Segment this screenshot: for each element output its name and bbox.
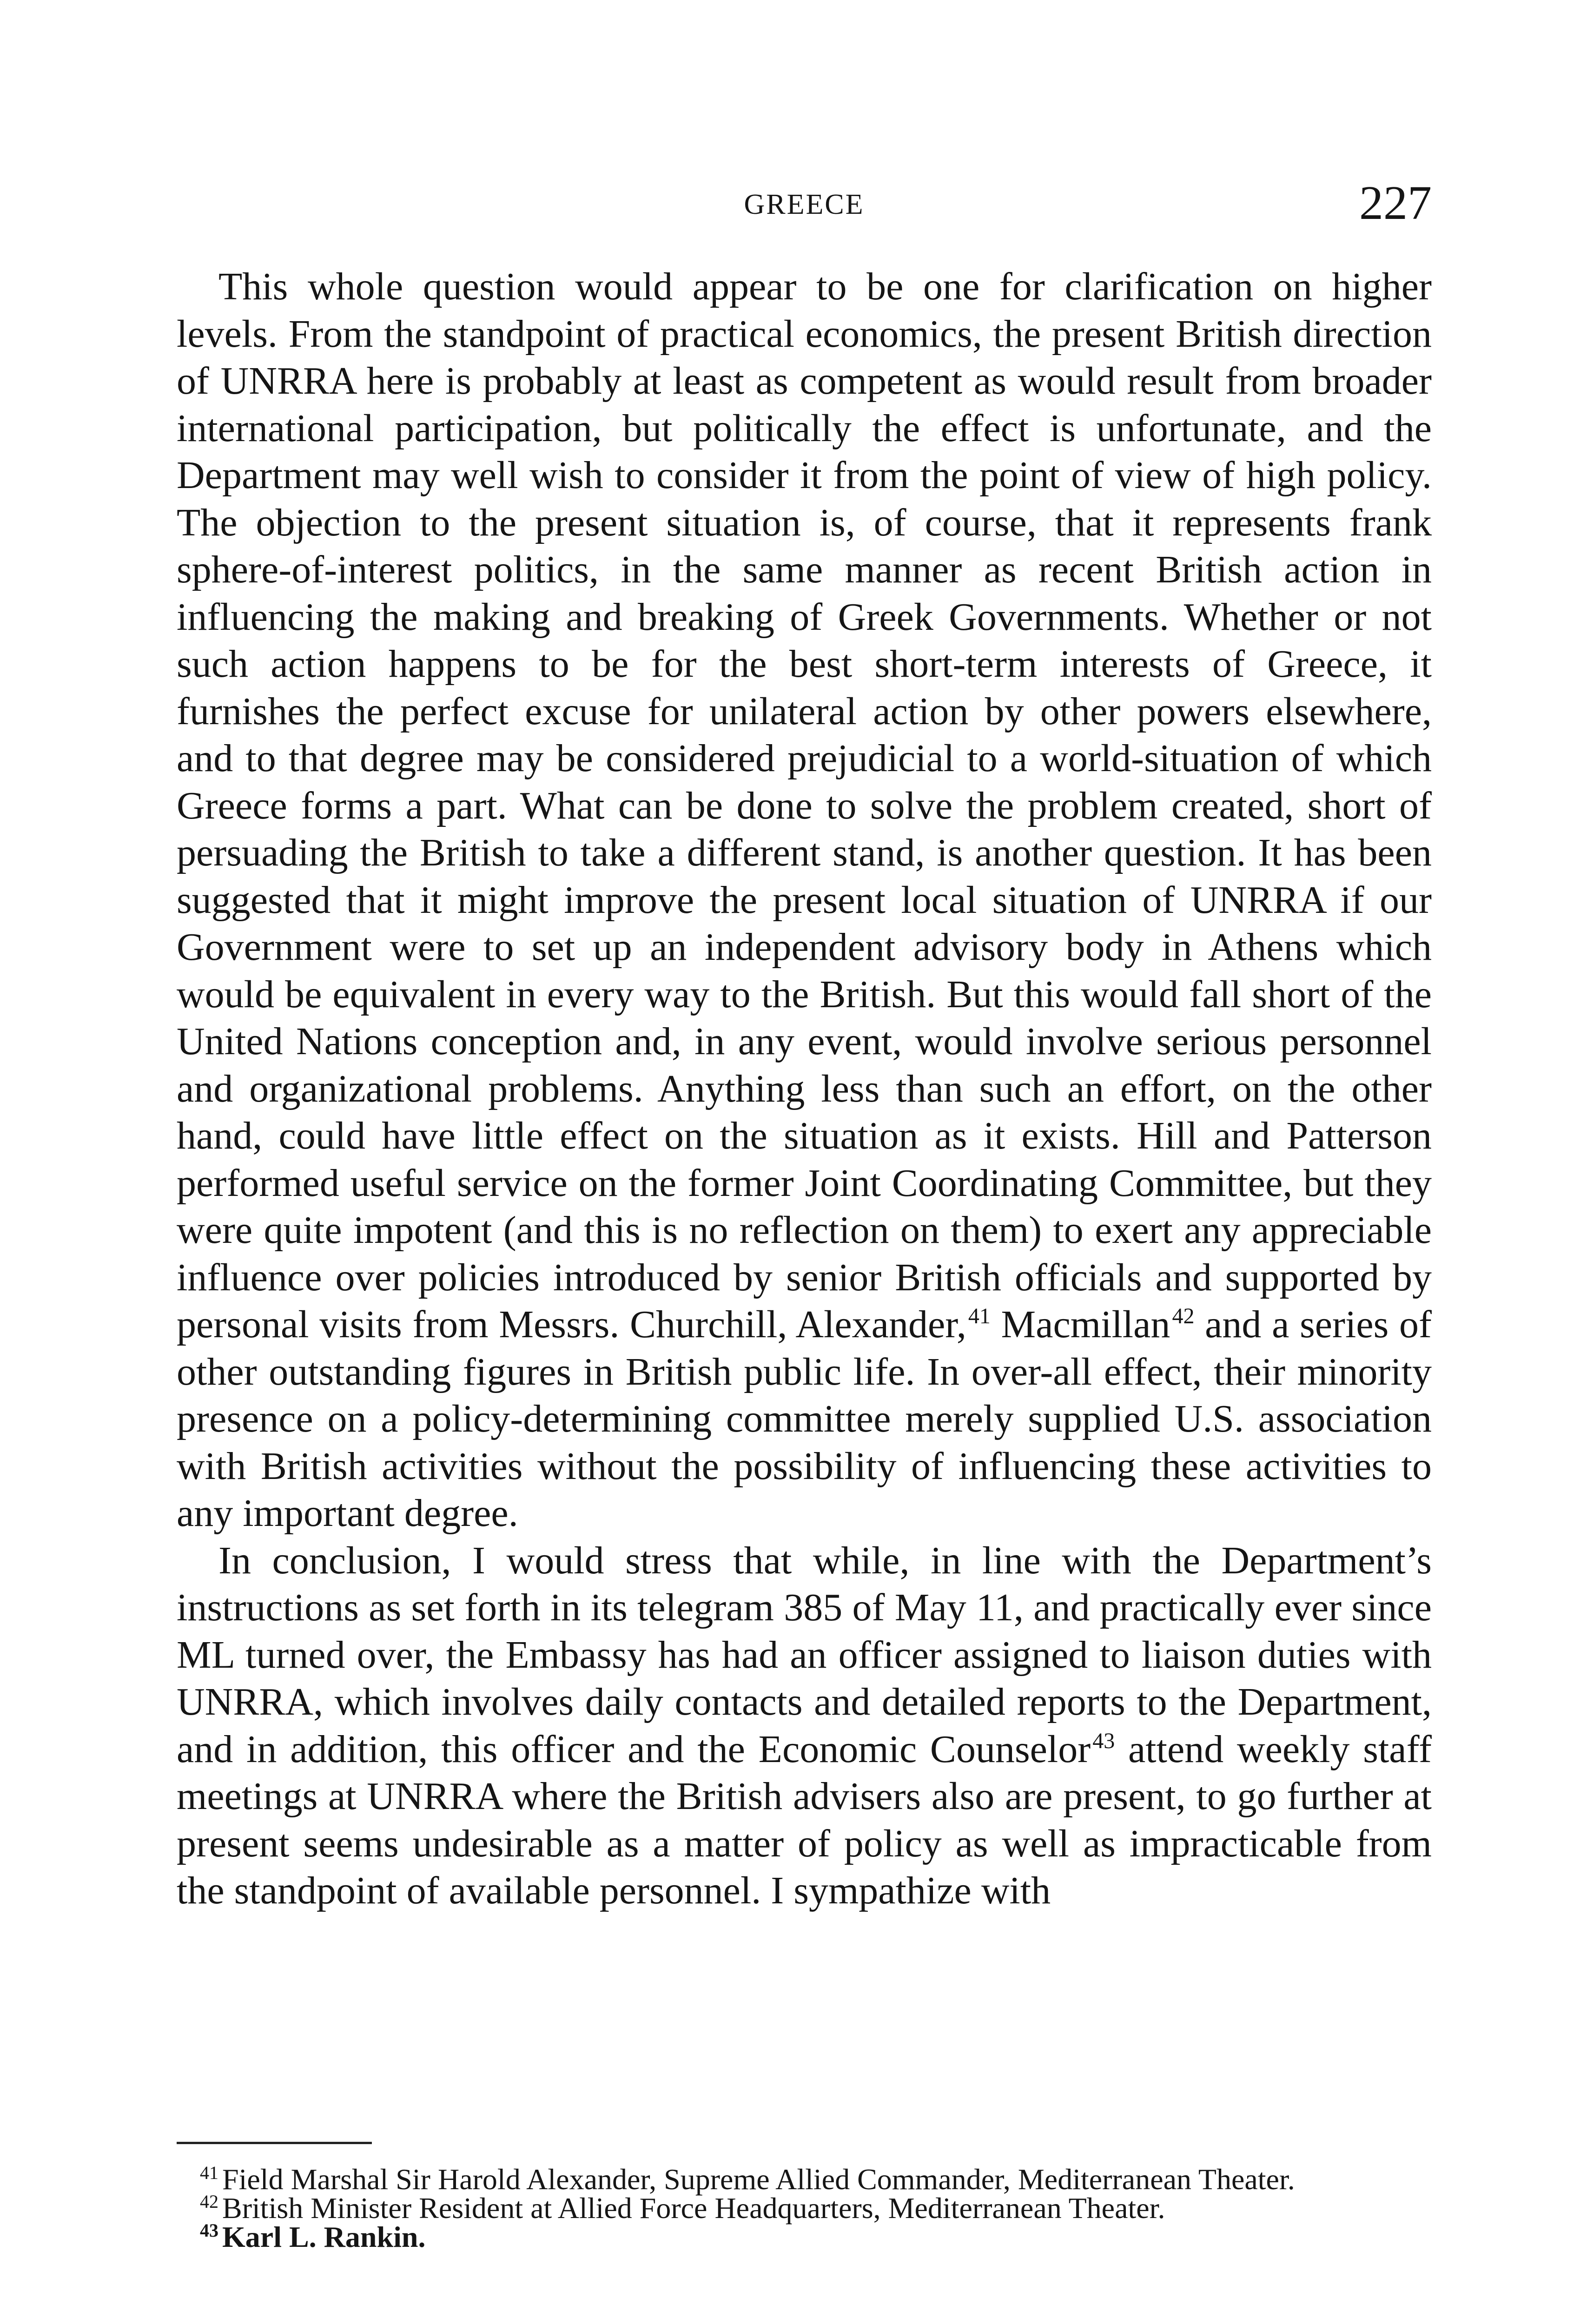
- footnote-41: [177, 2162, 1432, 2196]
- paragraph-1-text-part-1: This whole question would appear to be one for clarification on higher levels. From the standpoint of practical economics, the present British direction of UNRRA here is probably at least as competent as would result from broader international participation, but politically the effect is unfortunate, and the Department may well wish to consider it from the point of view of high policy. The objection to the present situation is, of course, that it represents frank sphere-of-interest politics, in the same manner as recent British action in influencing the making and breaking of Greek Governments. Whether or not such action happens to be for the best short-term interests of Greece, it furnishes the perfect excuse for unilateral action by other powers elsewhere, and to that degree may be considered prejudicial to a world-situation of which Greece forms a part. What can be done to solve the problem created, short of persuading the British to take a different stand, is another question. It has been suggested that it might improve the present local situation of UNRRA if our Government were to set up an independent advisory body in Athens which would be equivalent in every way to the British. But this would fall short of the United Nations conception and, in any event, would involve serious personnel and organizational problems. Anything less than such an effort, on the other hand, could have little effect on the situation as it exists. Hill and Patterson performed useful service on the former Joint Coordinating Committee, but they were quite impotent (and this is no reflection on them) to exert any appreciable influence over policies introduced by senior British officials and supported by personal visits from Messrs. Churchill, Alexander,: [177, 265, 1432, 1346]
- footnote-number: 43: [200, 2220, 218, 2241]
- footnote-text: Field Marshal Sir Harold Alexander, Supreme Allied Commander, Mediterranean Theater.: [222, 2163, 1295, 2196]
- paragraph-2: [177, 1537, 1432, 1915]
- footnote-reference-43: 43: [1092, 1728, 1115, 1753]
- footnote-reference-41: 41: [968, 1304, 991, 1328]
- footnote-text: British Minister Resident at Allied Force Headquarters, Mediterranean Theater.: [222, 2192, 1165, 2225]
- paragraph-1-text-part-3: and a series of other outstanding figures in British public life. In over-all effect, their minority presence on a policy-determining committee merely supplied U.S. association with British activities without the possibility of influencing these activities to any important degree.: [177, 1303, 1432, 1535]
- footnotes: [177, 2162, 1432, 2253]
- paragraph-1-text-part-2: Macmillan: [990, 1303, 1170, 1346]
- footnote-43: [177, 2220, 1432, 2253]
- running-head: [177, 176, 1432, 235]
- footnote-separator: [177, 2142, 372, 2144]
- paragraph-2-text-part-1: In conclusion, I would stress that while, in line with the Department’s instructions as set forth in its telegram 385 of May 11, and practically ever since ML turned over, the Embassy has had an officer assigned to liaison duties with UNRRA, which involves daily contacts and detailed reports to the Department, and in addition, this officer and the Economic Counselor: [177, 1538, 1432, 1771]
- running-title: GREECE: [744, 189, 865, 220]
- footnote-text: Karl L. Rankin.: [222, 2220, 426, 2253]
- footnote-reference-42: 42: [1172, 1304, 1195, 1328]
- footnote-number: 41: [200, 2162, 218, 2183]
- paragraph-2-text-part-2: attend weekly staff meetings at UNRRA where the British advisers also are present, to go further at present seems undesirable as a matter of policy as well as impracticable from the standpoint of available personnel. I sympathize with: [177, 1727, 1432, 1912]
- footnote-number: 42: [200, 2191, 218, 2212]
- paragraph-1: [177, 263, 1432, 1537]
- body-text: [177, 263, 1432, 1915]
- footnote-42: [177, 2191, 1432, 2225]
- page-number: 227: [1359, 176, 1432, 230]
